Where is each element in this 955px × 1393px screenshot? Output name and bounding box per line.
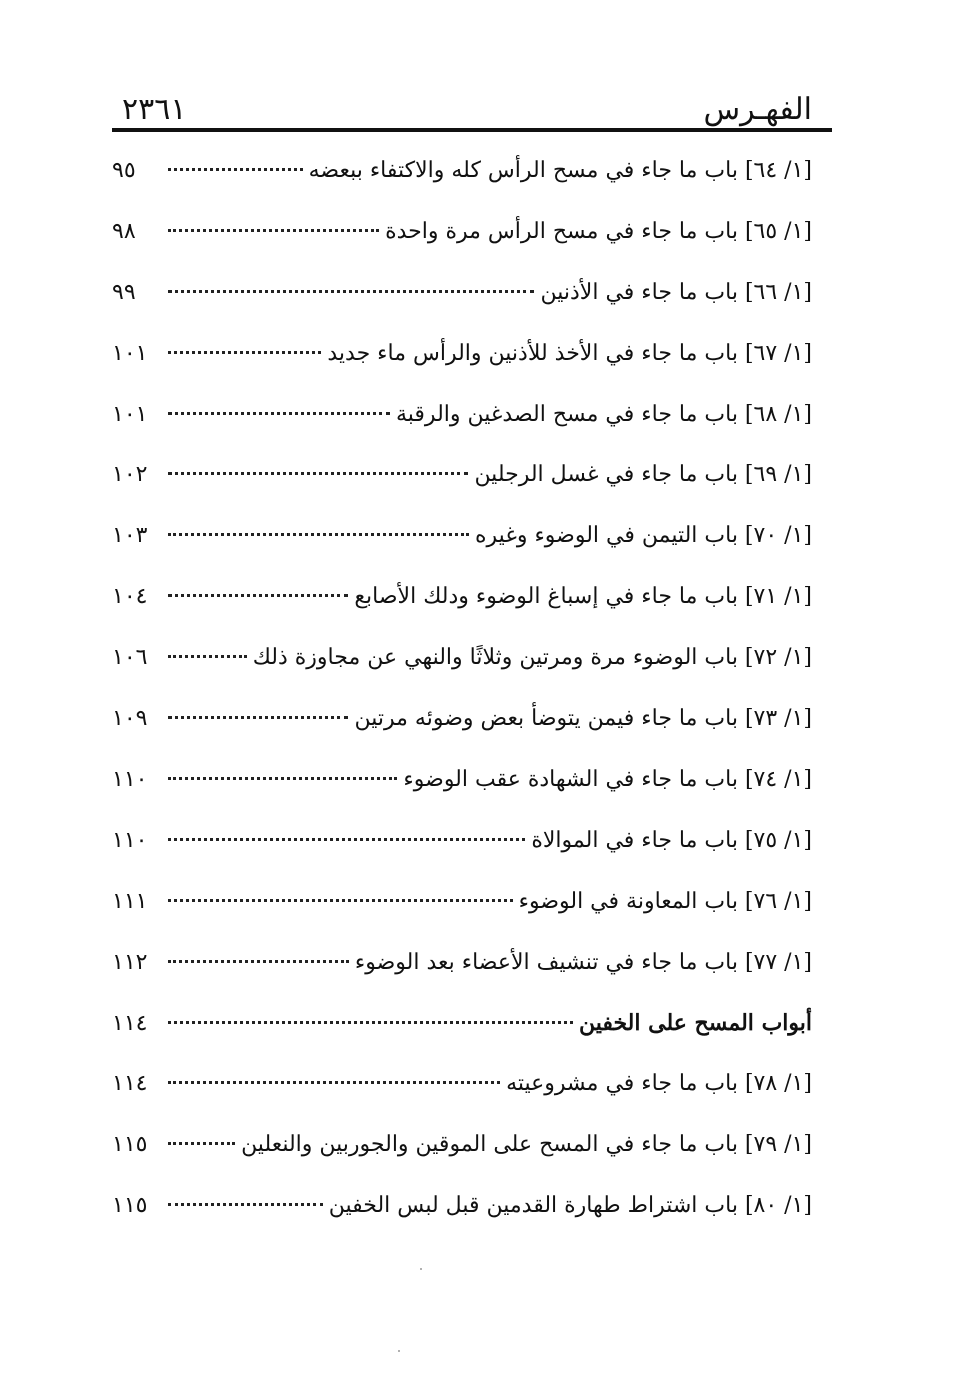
toc-entry-title: [١/ ٧١] باب ما جاء في إسباغ الوضوء ودلك الأصابع [354,584,812,610]
page-header [112,88,832,130]
toc-entry-page-number: ١٠٦ [112,645,148,671]
toc-entry-page-number: ١١١ [112,888,148,914]
dot-leader [168,777,397,780]
toc-entry [112,1063,812,1124]
dot-leader [168,229,379,232]
toc-entry [112,1185,812,1246]
dot-leader [168,533,469,536]
toc-entry [112,698,812,759]
dot-leader [168,838,525,841]
toc-section-heading [112,1002,812,1063]
dot-leader [168,412,390,415]
toc-entry-title: [١/ ٧٣] باب ما جاء فيمن يتوضأ بعض وضوئه مرتين [354,706,812,732]
toc-entry [112,881,812,942]
toc-entry-title: [١/ ٧٤] باب ما جاء في الشهادة عقب الوضوء [403,766,812,792]
toc-entry-title: [١/ ٧٢] باب الوضوء مرة ومرتين وثلاثًا والنهي عن مجاوزة ذلك [252,645,812,671]
toc-entry-title: [١/ ٦٨] باب ما جاء في مسح الصدغين والرقبة [395,401,812,427]
toc-entry-page-number: ١٠٤ [112,584,148,610]
dot-leader [168,1142,235,1145]
toc-entry-page-number: ١٠١ [112,340,148,366]
dot-leader [168,899,513,902]
dot-leader [168,472,468,475]
dot-leader [168,1203,323,1206]
toc-entry [112,515,812,576]
toc-entry-title: [١/ ٦٦] باب ما جاء في الأذنين [540,279,812,305]
dot-leader [168,1021,573,1024]
toc-entry [112,942,812,1003]
dot-leader [168,655,247,658]
toc-entry [112,150,812,211]
dot-leader [168,960,349,963]
toc-entry-page-number: ١٠١ [112,401,148,427]
toc-entry [112,759,812,820]
toc-entry-title: [١/ ٧٦] باب المعاونة في الوضوء [518,888,812,914]
dot-leader [168,290,534,293]
toc-entry-page-number: ١١٤ [112,1071,148,1097]
header-page-number: ٢٣٦١ [122,92,187,127]
toc-entry-title: [١/ ٦٧] باب ما جاء في الأخذ للأذنين والرأس ماء جديد [327,340,812,366]
toc-entry-page-number: ١١٠ [112,827,148,853]
scan-speck [398,1350,400,1352]
toc-entry [112,576,812,637]
toc-entry [112,637,812,698]
toc-entry-page-number: ٩٩ [112,279,136,305]
toc-entry-title: [١/ ٧٠] باب التيمن في الوضوء وغيره [475,523,812,549]
header-title: الفهـرس [703,92,812,127]
toc-entry-page-number: ١٠٣ [112,523,148,549]
toc-entry-title: [١/ ٨٠] باب اشتراط طهارة القدمين قبل لبس الخفين [328,1193,812,1219]
toc-entry [112,333,812,394]
toc-entry [112,1124,812,1185]
toc-entry [112,820,812,881]
dot-leader [168,716,348,719]
toc-entry-title: [١/ ٧٥] باب ما جاء في الموالاة [531,827,812,853]
dot-leader [168,351,321,354]
dot-leader [168,1081,500,1084]
dot-leader [168,594,348,597]
toc-entry-page-number: ١١٥ [112,1193,148,1219]
toc-entry [112,211,812,272]
toc-entry-title: أبواب المسح على الخفين [578,1010,812,1037]
toc-entry-page-number: ١١٤ [112,1011,148,1037]
toc-entry [112,272,812,333]
scan-speck [420,1268,422,1270]
table-of-contents [112,150,812,1246]
dot-leader [168,168,303,171]
toc-entry-page-number: ٩٨ [112,218,136,244]
header-rule [112,128,832,132]
toc-entry-page-number: ١١٠ [112,766,148,792]
toc-entry-page-number: ١١٢ [112,949,148,975]
toc-entry-page-number: ١٠٩ [112,706,148,732]
toc-entry-title: [١/ ٦٤] باب ما جاء في مسح الرأس كله والاكتفاء ببعضه [308,158,812,183]
toc-entry-page-number: ١١٥ [112,1132,148,1158]
toc-entry [112,394,812,455]
toc-entry-title: [١/ ٧٧] باب ما جاء في تنشيف الأعضاء بعد الوضوء [354,949,812,975]
toc-entry-title: [١/ ٦٩] باب ما جاء في غسل الرجلين [474,462,812,488]
toc-entry [112,454,812,515]
toc-entry-title: [١/ ٧٨] باب ما جاء في مشروعيته [506,1071,812,1097]
toc-entry-title: [١/ ٦٥] باب ما جاء في مسح الرأس مرة واحدة [385,218,812,244]
toc-entry-page-number: ٩٥ [112,158,136,183]
toc-entry-title: [١/ ٧٩] باب ما جاء في المسح على الموقين والجوربين والنعلين [241,1132,812,1158]
toc-entry-page-number: ١٠٢ [112,462,148,488]
